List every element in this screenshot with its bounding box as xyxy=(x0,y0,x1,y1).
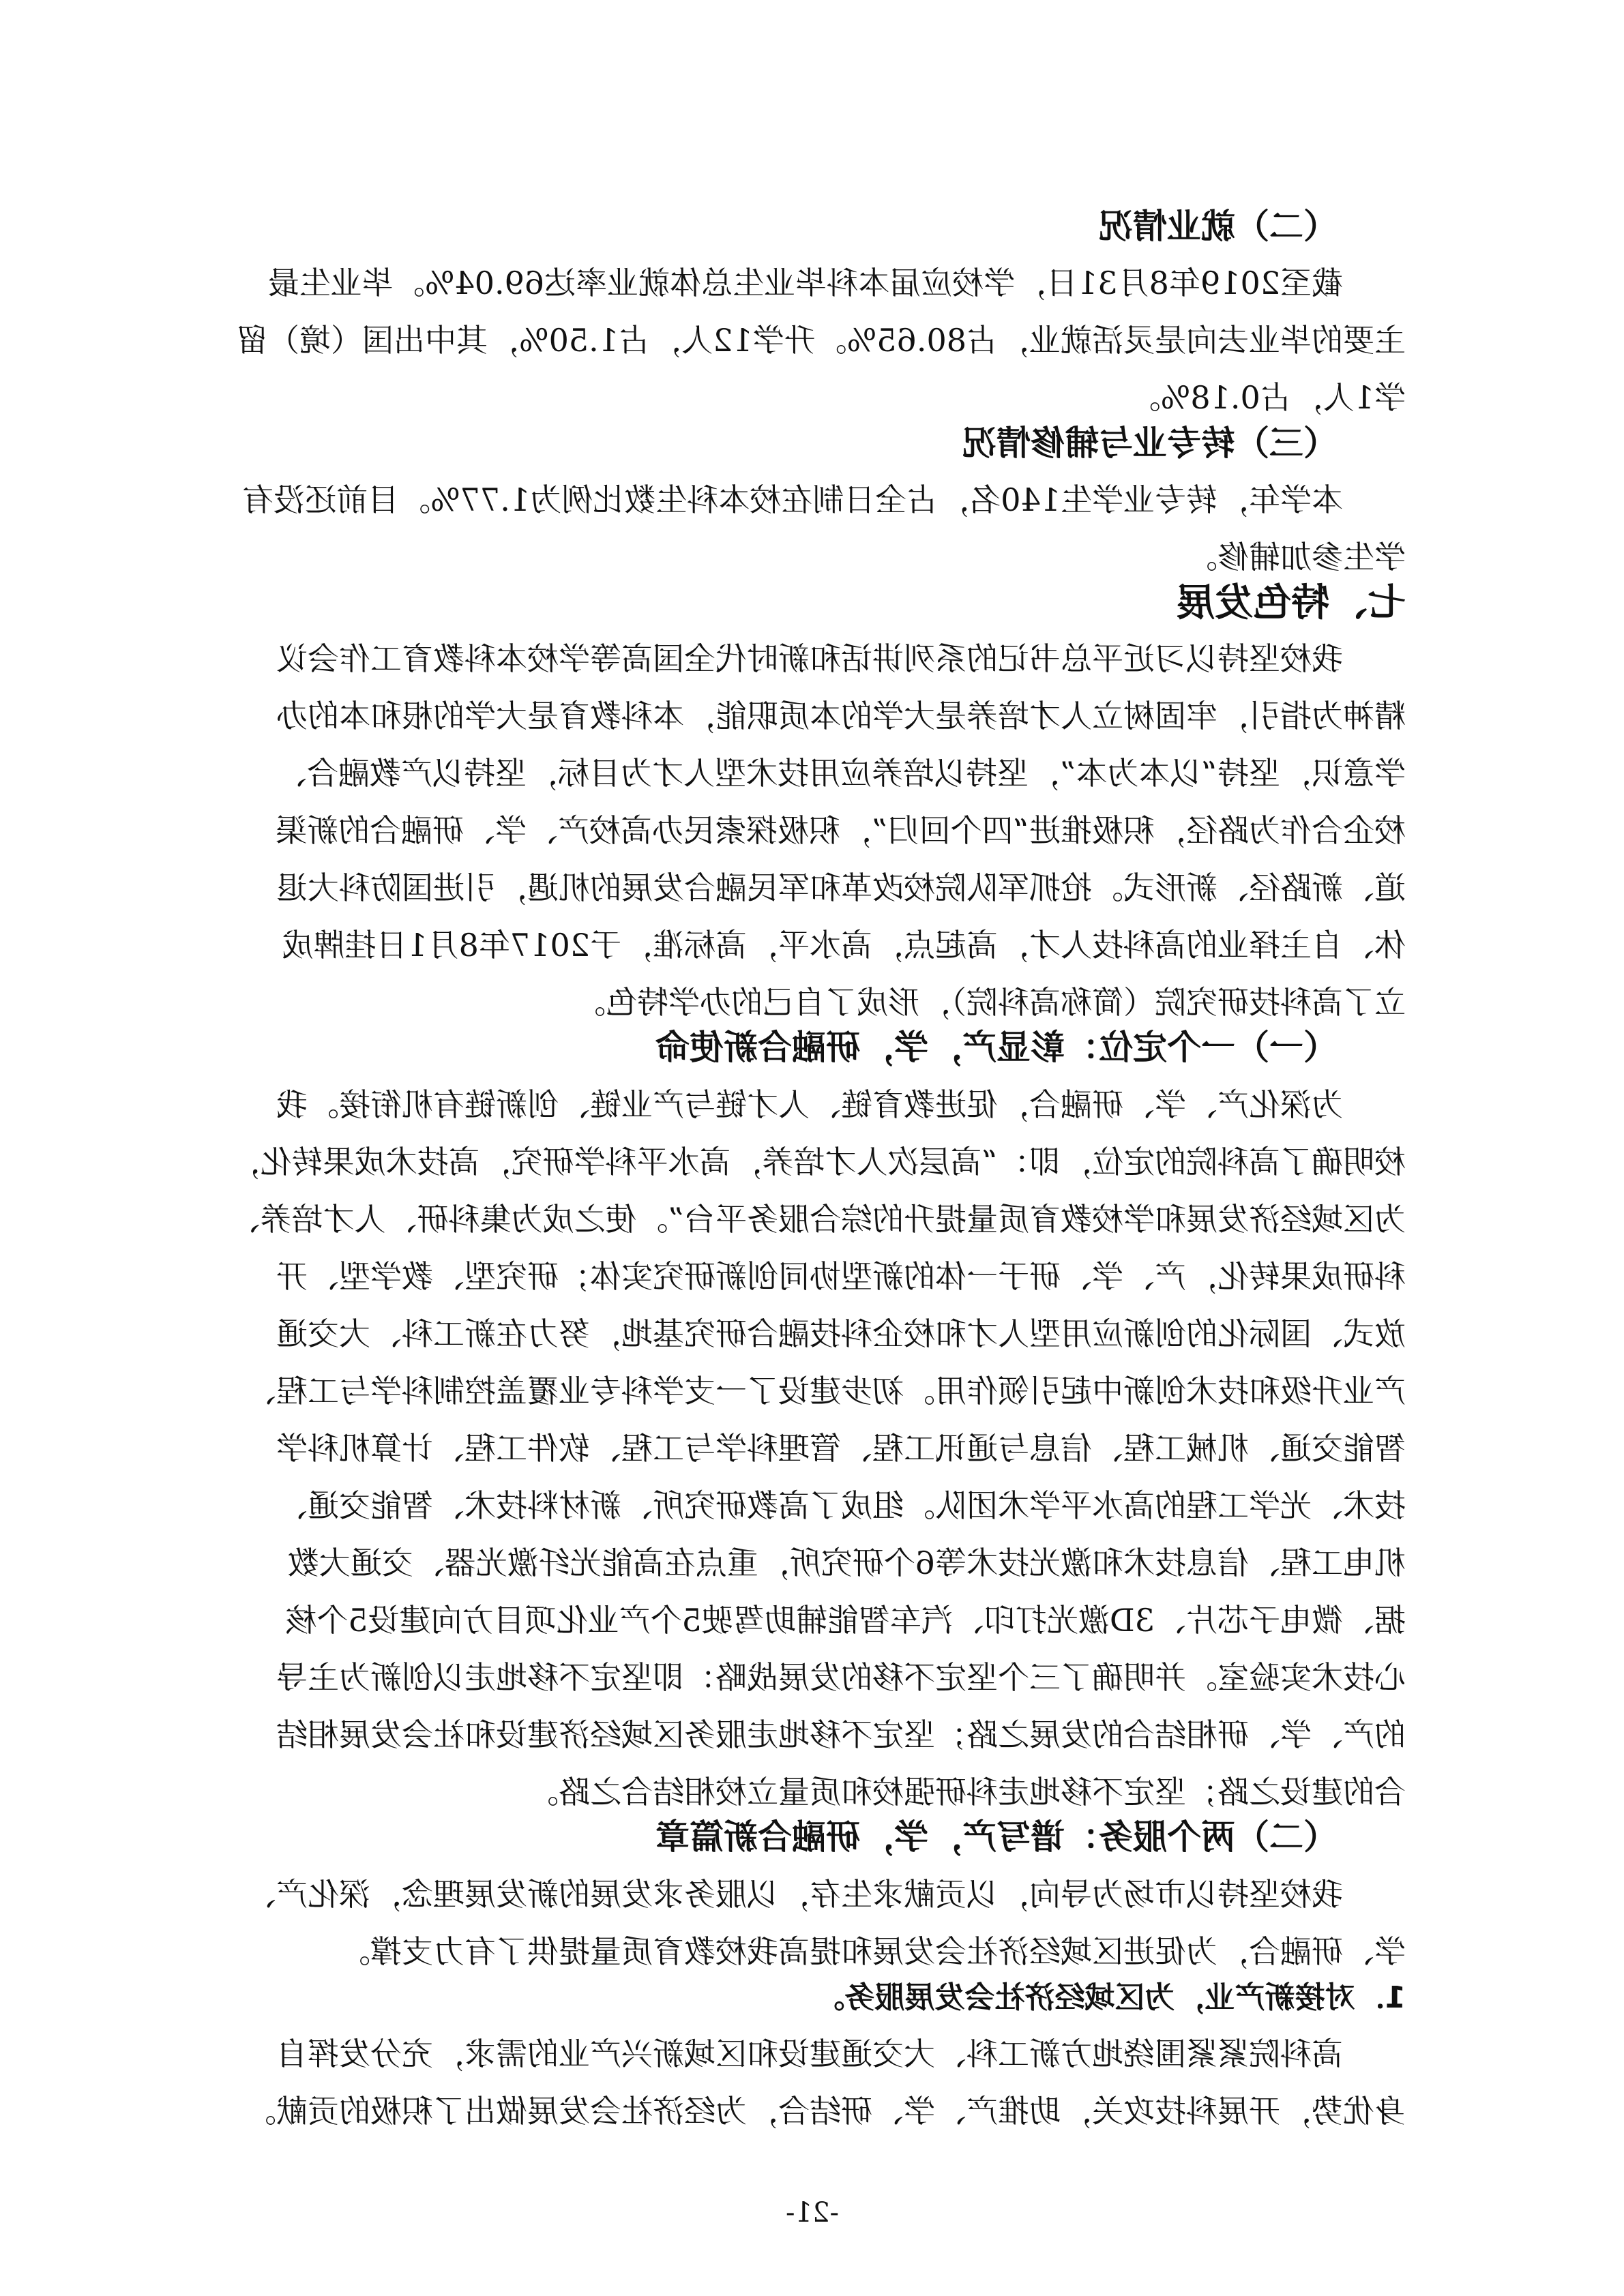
paragraph-line: 据、微电子芯片、3D激光打印、汽车智能辅助驾驶5个产业化项目方向建设5个核 xyxy=(285,1602,1406,1639)
paragraph-line: 学生参加辅修。 xyxy=(1186,539,1406,576)
paragraph-line: 为深化产、学、研融合，促进教育链、人才链与产业链、创新链有机衔接。我 xyxy=(276,1086,1343,1123)
paragraph-line: 我校坚持以习近平总书记的系列讲话和新时代全国高等学校本科教育工作会议 xyxy=(276,640,1343,677)
paragraph-line: 放式、国际化的创新应用型人才和校企科技融合研究基地，努力在新工科、大交通 xyxy=(276,1315,1406,1352)
paragraph-line: 精神为指引，牢固树立人才培养是大学的本质职能，本科教育是大学的根和本的办 xyxy=(276,698,1406,734)
page-number: -21- xyxy=(786,2197,839,2228)
paragraph-line: 校明确了高科院的定位，即：“高层次人才培养，高水平科学研究，高技术成果转化， xyxy=(228,1144,1406,1180)
paragraph-line: 机电工程、信息技术和激光技术等6个研究所，重点在高能光纤激光器、交通大数 xyxy=(287,1545,1406,1581)
paragraph-line: 截至2019年8月31日，学校应届本科毕业生总体就业率达69.04%。毕业生最 xyxy=(267,265,1343,301)
paragraph-line: 身优势，开展科技攻关，助推产、学、研结合，为经济社会发展做出了积极的贡献。 xyxy=(245,2093,1406,2130)
paragraph-line: 道、新路径、新形式。抢抓军队院校改革和军民融合发展的机遇，引进国防科大退 xyxy=(276,869,1406,906)
paragraph-line: 技术、光学工程的高水平学术团队。组成了高教研究所、新材料技术、智能交通、 xyxy=(276,1487,1406,1524)
paragraph-line: 我校坚持以市场为导向，以贡献求生存，以服务求发展的新发展理念，深化产、 xyxy=(245,1876,1343,1913)
paragraph-line: 学、研融合，为促进区域经济社会发展和提高我校教育质量提供了有力支撑。 xyxy=(339,1933,1406,1970)
heading-positioning: （一）一个定位：彰显产，学，研融合新使命 xyxy=(655,1028,1338,1067)
paragraph-line: 心技术实验室。并明确了三个坚定不移的发展战略：即坚定不移地走以创新为主导 xyxy=(276,1659,1406,1696)
heading-services: （二）两个服务：谱写产，学，研融合新篇章 xyxy=(655,1817,1338,1857)
paragraph-line: 智能交通、机械工程、信息与通讯工程、管理科学与工程、软件工程、计算机科学 xyxy=(276,1430,1406,1467)
paragraph-line: 休、自主择业的高科技人才，高起点，高水平，高标准，于2017年8月1日挂牌成 xyxy=(282,927,1406,964)
paragraph-line: 学意识，坚持“以本为本”，坚持以培养应用技术型人才为目标，坚持以产教融合、 xyxy=(275,755,1406,792)
paragraph-line: 科研成果转化，产、学、研于一体的新型协同创新研究实体；研究型、教学型、开 xyxy=(276,1258,1406,1295)
heading-features: 七、特色发展 xyxy=(1177,581,1406,625)
paragraph-line: 校企合作为路径，积极推进“四个回归”，积极探索民办高校产、学、研融合的新渠 xyxy=(275,812,1406,849)
paragraph-line: 主要的毕业去向是灵活就业，占80.65%。升学12人，占1.50%，其中出国（境）留 xyxy=(236,322,1406,359)
subheading-new-industry: 1．对接新产业，为区域经济社会发展服务。 xyxy=(814,1980,1406,2015)
paragraph-line: 的产、学、研相结合的发展之路；坚定不移地走服务区域经济建设和社会发展相结 xyxy=(276,1716,1406,1753)
paragraph-line: 立了高科技研究院（简称高科院），形成了自己的办学特色。 xyxy=(574,984,1406,1021)
paragraph-line: 本学年，转专业学生140名，占全日制在校本科生数比例为1.77%。目前还没有 xyxy=(242,481,1343,518)
paragraph-line: 为区域经济发展和学校教育质量提升的综合服务平台”。使之成为集科研、人才培养、 xyxy=(228,1201,1406,1238)
paragraph-line: 产业升级和技术创新中起引领作用。初步建设了一支学科专业覆盖控制科学与工程、 xyxy=(245,1373,1406,1410)
paragraph-line: 合的建设之路；坚定不移地走科研强校和质量立校相结合之路。 xyxy=(527,1774,1406,1810)
heading-transfer: （三）转专业与辅修情况 xyxy=(962,423,1338,463)
heading-employment: （二）就业情况 xyxy=(1099,207,1338,246)
paragraph-line: 学1人，占0.18%。 xyxy=(1129,379,1406,416)
paragraph-line: 高科院紧紧围绕地方新工科、大交通建设和区域新兴产业的需求，充分发挥自 xyxy=(276,2036,1343,2072)
